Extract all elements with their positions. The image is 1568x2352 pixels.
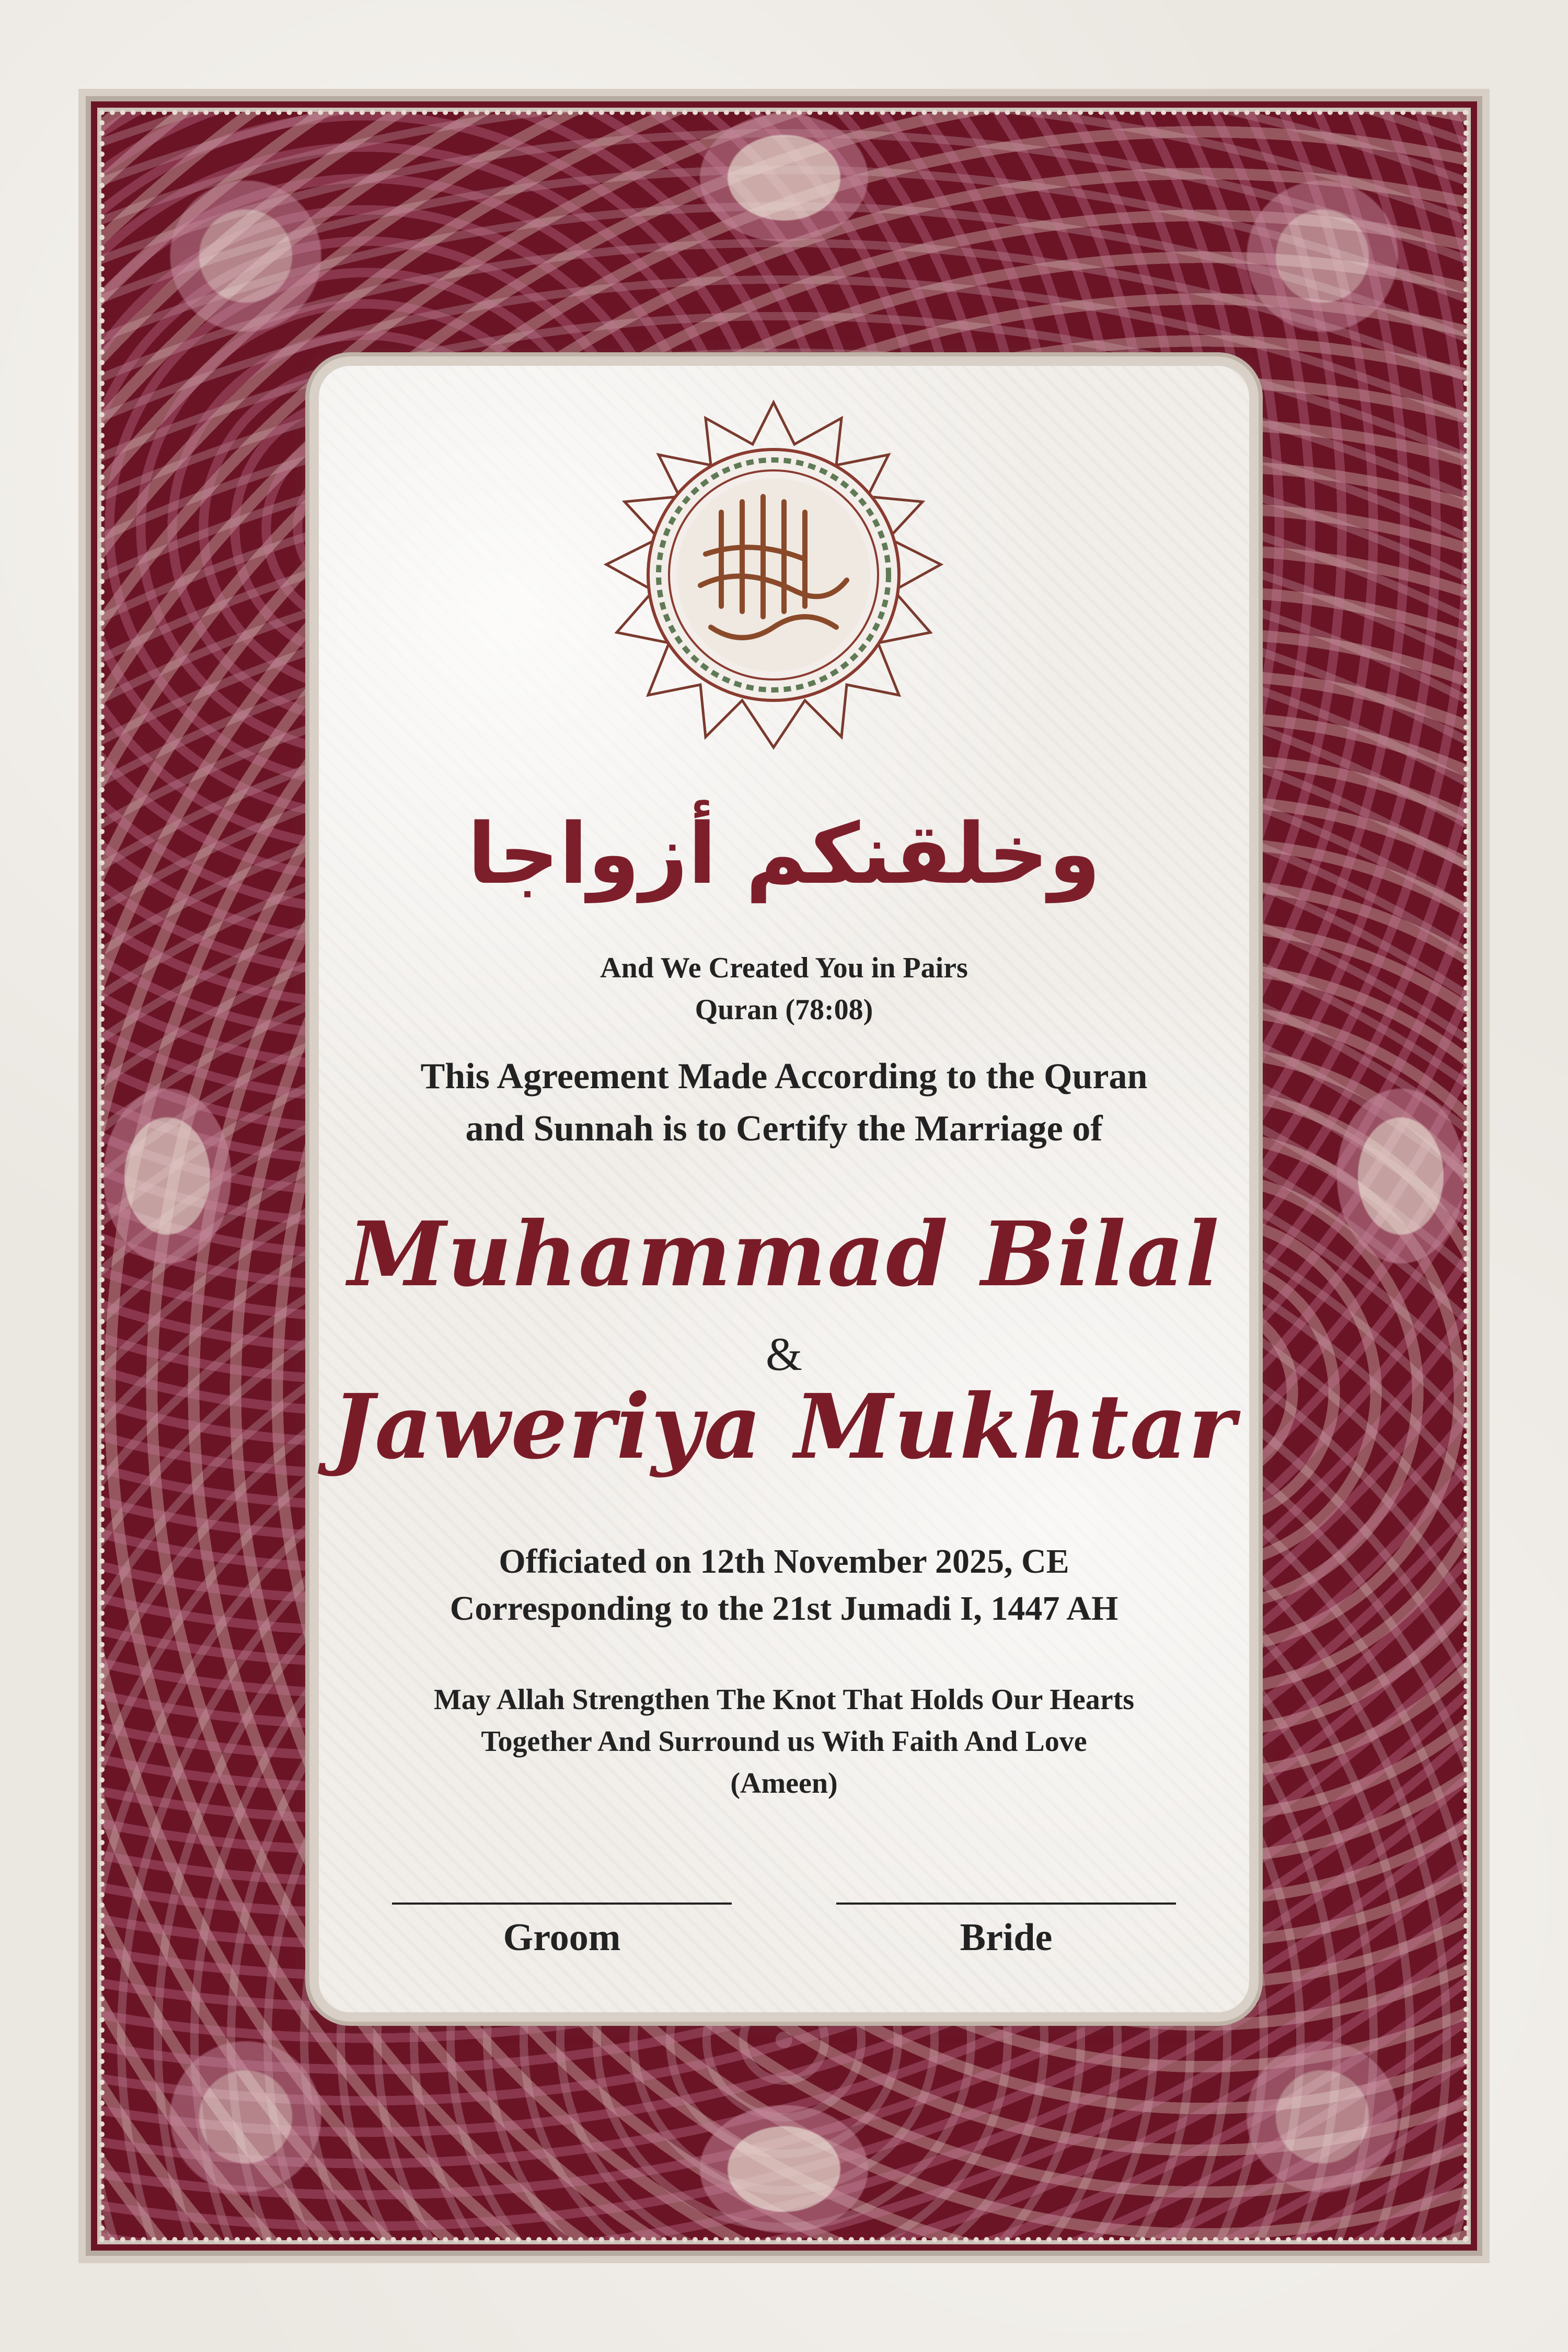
verse-reference: Quran (78:08) [695, 994, 873, 1026]
arabic-verse-calligraphy: وخلقنكم أزواجا [467, 805, 1101, 903]
groom-signature-label: Groom [503, 1916, 621, 1959]
bottom-medallion-ornament [653, 2070, 915, 2268]
side-medallion-right [1301, 1040, 1500, 1312]
bride-signature-label: Bride [960, 1916, 1053, 1959]
bride-name: Jaweriya Mukhtar [331, 1375, 1237, 1479]
hijri-date: Corresponding to the 21st Jumadi I, 1447 AH [449, 1589, 1119, 1628]
corner-ornament-top-left [99, 110, 392, 402]
bride-signature-line [836, 1903, 1176, 1905]
top-medallion-ornament [653, 78, 915, 277]
prayer-line-2: Together And Surround us With Faith And Love [481, 1725, 1087, 1758]
corner-ornament-top-right [1176, 110, 1469, 402]
verse-translation: And We Created You in Pairs [600, 952, 968, 984]
groom-signature-line [392, 1903, 732, 1905]
corner-ornament-bottom-left [99, 1970, 392, 2263]
prayer-line-1: May Allah Strengthen The Knot That Holds Our Hearts [433, 1684, 1135, 1716]
agreement-text-line-1: This Agreement Made According to the Quran [420, 1056, 1148, 1097]
prayer-line-3: (Ameen) [730, 1767, 838, 1800]
corner-ornament-bottom-right [1176, 1970, 1469, 2263]
officiated-date: Officiated on 12th November 2025, CE [499, 1542, 1069, 1581]
agreement-text-line-2: and Sunnah is to Certify the Marriage of [465, 1109, 1103, 1149]
ampersand: & [765, 1329, 802, 1380]
side-medallion-left [68, 1040, 267, 1312]
groom-name: Muhammad Bilal [348, 1202, 1220, 1307]
certificate-content [319, 366, 1249, 2012]
